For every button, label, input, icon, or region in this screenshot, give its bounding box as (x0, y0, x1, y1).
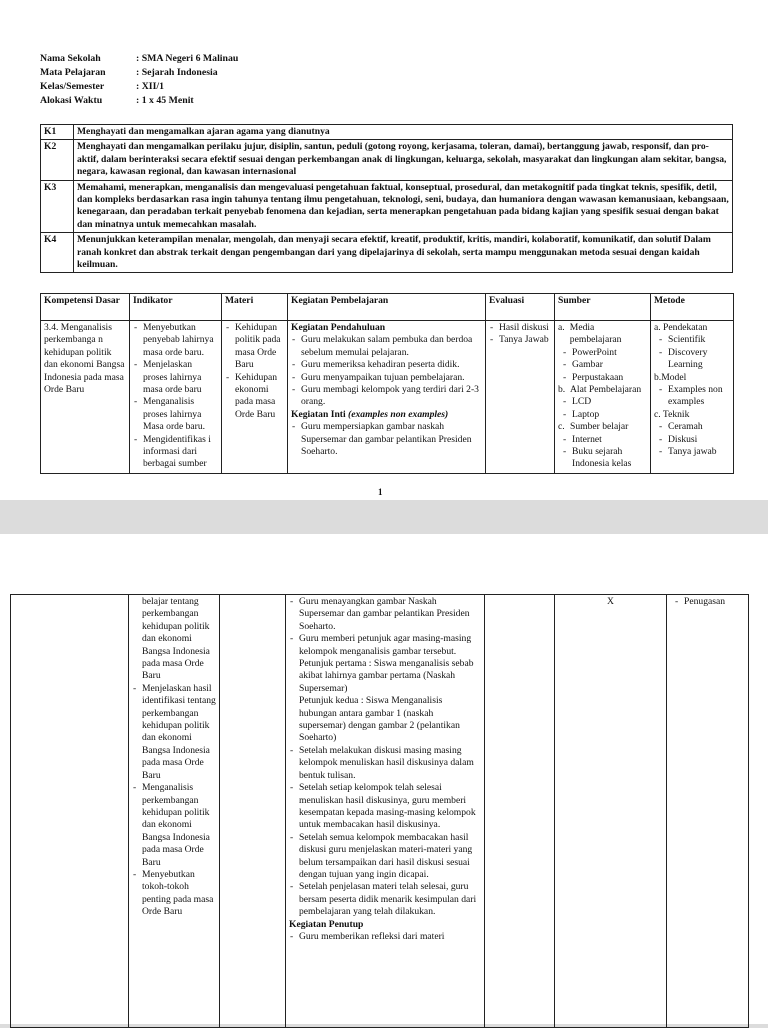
header-row-school (40, 52, 238, 66)
evaluasi-cell-cont (485, 595, 555, 1028)
header-row-class (40, 80, 238, 94)
col-header-kd: Kompetensi Dasar (41, 294, 130, 321)
sumber-b-list (558, 396, 647, 421)
kd-cell (41, 321, 130, 474)
kegiatan-cell (288, 321, 486, 474)
ki-code: K2 (41, 140, 74, 180)
kegiatan-list-cont (289, 596, 481, 658)
ki-row (41, 233, 733, 273)
list-item: - Ceramah (654, 421, 730, 433)
sumber-b-text: Alat Pembelajaran (570, 384, 642, 396)
header-row-time (40, 94, 238, 108)
indikator-list-cont (132, 683, 216, 919)
list-item: - LCD (558, 396, 647, 408)
list-item: - Setelah melakukan diskusi masing masing kelompok menuliskan hasil diskusinya dalam bentuk tulisan. (289, 745, 481, 782)
col-header-kegiatan: Kegiatan Pembelajaran (288, 294, 486, 321)
sumber-cell-cont (555, 595, 667, 1028)
inti-title (291, 409, 482, 421)
ki-code: K1 (41, 125, 74, 140)
kd-cell-cont (11, 595, 129, 1028)
time-label: Alokasi Waktu (40, 95, 103, 106)
list-item: - Examples non examples (654, 384, 730, 409)
list-item: - Guru memeriksa kehadiran peserta didik. (291, 359, 482, 371)
sumber-a-text: Media pembelajaran (569, 322, 622, 346)
table-row (11, 595, 749, 1028)
list-item: - Guru membagi kelompok yang terdiri dari 2-3 orang. (291, 384, 482, 409)
sumber-a-label: a. (558, 322, 565, 333)
lesson-plan-table-continued (10, 594, 749, 1028)
metode-c-list (654, 421, 730, 458)
list-item: - Setelah semua kelompok membacakan hasil diskusi guru menjelaskan materi-materi yang belum tersampaikan dari hasil diskusi sesuai dengan tujuan yang ingin dicapai. (289, 832, 481, 882)
ki-row (41, 180, 733, 233)
list-item: - Menganalisis proses lahirnya Masa orde baru. (133, 396, 218, 433)
list-item: - Guru menayangkan gambar Naskah Supersemar dan gambar pelantikan Presiden Soeharto. (289, 596, 481, 633)
sumber-b (558, 384, 647, 396)
list-item: - Scientifik (654, 334, 730, 346)
inti-title-note: (examples non examples) (348, 408, 449, 420)
ki-text: Menghayati dan mengamalkan perilaku jujur, disiplin, santun, peduli (gotong royong, kerjasama, toleran, damai), bertanggung jawab, responsif, dan pro-aktif, dalam berinteraksi secara efektif sesuai dengan perkembangan anak di lingkungan, keluarga, sekolah, masyarakat dan lingkungan alam sekitar, bangsa, negara, kawasan regional, dan kawasan internasional (74, 140, 733, 180)
materi-cell-cont (220, 595, 286, 1028)
ki-code: K3 (41, 180, 74, 233)
list-item: - Perpustakaan (558, 372, 647, 384)
list-item: - Guru menyampaikan tujuan pembelajaran. (291, 372, 482, 384)
list-item: - Menyebutkan tokoh-tokoh penting pada masa Orde Baru (132, 869, 216, 919)
list-item: - Penugasan (670, 596, 745, 608)
pendahuluan-title: Kegiatan Pendahuluan (291, 322, 386, 333)
materi-cell (222, 321, 288, 474)
evaluasi-list (489, 322, 551, 347)
list-item: - Gambar (558, 359, 647, 371)
list-item: - Internet (558, 434, 647, 446)
list-item: - Discovery Learning (654, 347, 730, 372)
list-item: - Menganalisis perkembangan kehidupan politik dan ekonomi Bangsa Indonesia pada masa Orde Baru (132, 782, 216, 869)
lesson-plan-table (40, 293, 734, 474)
sumber-c-label: c. (558, 421, 565, 433)
col-header-evaluasi: Evaluasi (486, 294, 555, 321)
header-row-subject (40, 66, 238, 80)
penutup-title: Kegiatan Penutup (289, 918, 364, 930)
page-1 (0, 0, 768, 500)
indikator-cell-cont (129, 595, 220, 1028)
list-item: - Menyebutkan penyebab lahirnya masa orde baru. (133, 322, 218, 359)
col-header-indikator: Indikator (130, 294, 222, 321)
list-item: - Diskusi (654, 434, 730, 446)
col-header-sumber: Sumber (555, 294, 651, 321)
page-2 (0, 534, 768, 1024)
sumber-cell (555, 321, 651, 474)
subject-value: : Sejarah Indonesia (136, 67, 218, 78)
pendahuluan-list (291, 334, 482, 408)
list-item: - Kehidupan politik pada masa Orde Baru (225, 322, 284, 372)
kegiatan-list-cont-2 (289, 745, 481, 919)
list-item: - Buku sejarah Indonesia kelas (558, 446, 647, 471)
list-item: - Guru mempersiapkan gambar naskah Supersemar dan gambar pelantikan Presiden Soeharto. (291, 421, 482, 458)
inti-list (291, 421, 482, 458)
sumber-c-text: Sumber belajar (570, 421, 629, 433)
table-header-row (41, 294, 734, 321)
metode-a: a. Pendekatan (654, 322, 708, 333)
indikator-list (133, 322, 218, 471)
metode-list-cont (670, 596, 745, 608)
list-item: - Hasil diskusi (489, 322, 551, 334)
core-competency-table (40, 124, 733, 273)
sumber-a (558, 322, 647, 347)
list-item: - Laptop (558, 409, 647, 421)
ki-row (41, 125, 733, 140)
kegiatan-cell-cont (286, 595, 485, 1028)
inti-title-text: Kegiatan Inti (291, 408, 346, 420)
ki-text: Menghayati dan mengamalkan ajaran agama yang dianutnya (74, 125, 733, 140)
list-item: - Guru melakukan salam pembuka dan berdoa sebelum memulai pelajaran. (291, 334, 482, 359)
metode-c: c. Teknik (654, 408, 690, 420)
metode-cell (651, 321, 734, 474)
kd-text: 3.4. Menganalisis perkembanga n kehidupan politik dan ekonomi Bangsa Indonesia pada masa Orde Baru (44, 322, 125, 396)
sumber-b-label: b. (558, 384, 566, 396)
ki-code: K4 (41, 233, 74, 273)
list-item: - PowerPoint (558, 347, 647, 359)
col-header-materi: Materi (222, 294, 288, 321)
subject-label: Mata Pelajaran (40, 67, 106, 78)
time-value: : 1 x 45 Menit (136, 95, 194, 106)
class-label: Kelas/Semester (40, 81, 105, 92)
materi-list (225, 322, 284, 421)
class-value: : XII/1 (136, 81, 165, 92)
list-item: - Menjelaskan proses lahirnya masa orde baru (133, 359, 218, 396)
list-item: - Guru memberi petunjuk agar masing-masing kelompok menganalisis gambar tersebut. (289, 633, 481, 658)
ki-text: Menunjukkan keterampilan menalar, mengolah, dan menyaji secara efektif, kreatif, produktif, kritis, mandiri, kolaboratif, komunikatif, dan solutif Dalam ranah konkret dan abstrak terkait dengan pengembangan dari yang dipelajarinya di sekolah, serta mampu menggunakan metoda sesuai dengan kaidah keilmuan. (74, 233, 733, 273)
list-item: - Setelah penjelasan materi telah selesai, guru bersam peserta didik menarik kesimpulan dari pembelajaran yang telah dilakukan. (289, 881, 481, 918)
list-item: - Guru memberikan refleksi dari materi (289, 931, 481, 943)
list-item: - Tanya jawab (654, 446, 730, 458)
metode-b: b.Model (654, 371, 687, 383)
school-value: : SMA Negeri 6 Malinau (136, 53, 239, 64)
list-item: - Menjelaskan hasil identifikasi tentang perkembangan kehidupan politik dan ekonomi Bangsa Indonesia pada masa Orde Baru (132, 683, 216, 782)
list-item: - Tanya Jawab (489, 334, 551, 346)
sumber-a-list (558, 347, 647, 384)
document-header (40, 52, 238, 108)
ki-row (41, 140, 733, 180)
sumber-c-list (558, 434, 647, 471)
penutup-list (289, 931, 481, 943)
petunjuk-pertama: Petunjuk pertama : Siswa menganalisis sebab akibat lahirnya gambar pertama (Naskah Supersemar) (299, 658, 474, 694)
indikator-cell (130, 321, 222, 474)
ki-text: Memahami, menerapkan, menganalisis dan mengevaluasi pengetahuan faktual, konseptual, prosedural, dan metakognitif pada tingkat teknis, spesifik, detil, dan kompleks berdasarkan rasa ingin tahunya tentang ilmu pengetahuan, teknologi, seni, budaya, dan humaniora dengan wawasan kemanusiaan, kebangsaan, kenegaraan, dan peradaban terkait penyebab fenomena dan kejadian, serta menerapkan pengetahuan pada bidang kajian yang spesifik sesuai dengan bakat dan minatnya untuk memecahkan masalah. (74, 180, 733, 233)
metode-a-list (654, 334, 730, 371)
petunjuk-kedua: Petunjuk kedua : Siswa Menganalisis hubungan antara gambar 1 (naskah supersemar) dengan gambar 2 (pelantikan Soeharto) (299, 695, 460, 744)
metode-b-list (654, 384, 730, 409)
list-item: - Mengidentifikas i informasi dari berbagai sumber (133, 434, 218, 471)
school-label: Nama Sekolah (40, 53, 101, 64)
page-number: 1 (378, 487, 383, 497)
col-header-metode: Metode (651, 294, 734, 321)
list-item: - Setelah setiap kelompok telah selesai menuliskan hasil diskusinya, guru memberi kesempatan kepada masing-masing kelompok untuk membacakan hasil diskusinya. (289, 782, 481, 832)
sumber-mark: X (607, 596, 614, 607)
list-item: - Kehidupan ekonomi pada masa Orde Baru (225, 372, 284, 422)
evaluasi-cell (486, 321, 555, 474)
indikator-continued: belajar tentang perkembangan kehidupan politik dan ekonomi Bangsa Indonesia pada masa Orde Baru (142, 596, 210, 682)
table-row (41, 321, 734, 474)
metode-cell-cont (667, 595, 749, 1028)
sumber-c (558, 421, 647, 433)
